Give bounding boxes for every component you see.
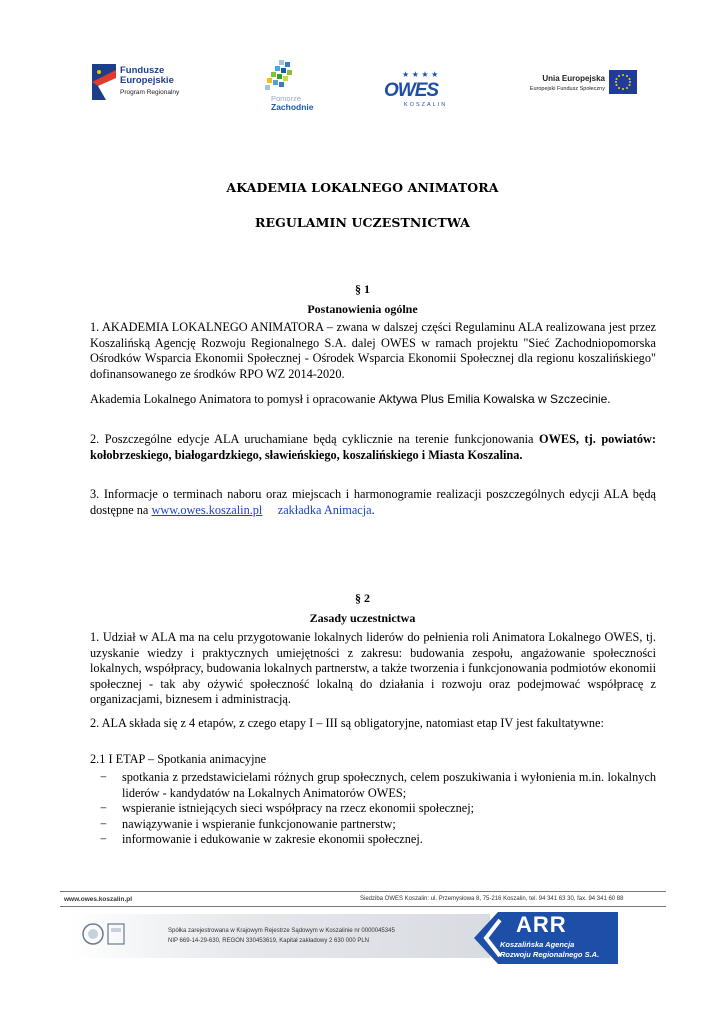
footer-info-line1: Spółka zarejestrowana w Krajowym Rejestrze Sądowym w Koszalinie nr 0000045345 [168, 928, 395, 934]
arr-line1: Koszalińska Agencja [500, 940, 575, 949]
ue-line2: Europejski Fundusz Społeczny [529, 86, 605, 92]
list-item: − informowanie i edukowanie w zakresie ekonomii społecznej. [90, 832, 656, 848]
arr-logo [470, 910, 620, 966]
section1-p3-bold: OWES, tj. powiatów: kołobrzeskiego, białogardzkiego, sławieńskiego, koszalińskiego i Miasta Koszalina. [90, 432, 656, 462]
pomorze-zachodnie-logo [257, 58, 327, 112]
section2-paragraph-2: 2. ALA składa się z 4 etapów, z czego etapy I – III są obligatoryjne, natomiast etap IV jest fakultatywne: [90, 716, 604, 730]
list-item: − spotkania z przedstawicielami różnych grup społecznych, celem poszukiwania i wyłonienia m.in. lokalnych liderów - kandydatów na Lokalnych Animatorów OWES; [90, 770, 656, 801]
owes-wordmark: OWES [384, 80, 439, 101]
section2-bullet-list [90, 770, 656, 848]
pomorze-mosaic-icon [257, 58, 307, 94]
eu-flag-icon [609, 70, 637, 94]
footer-info-box [70, 914, 490, 958]
owes-website-link[interactable]: www.owes.koszalin.pl [151, 502, 263, 517]
fundusze-line3: Program Regionalny [120, 89, 180, 96]
list-item: − nawiązywanie i wspieranie funkcjonowanie partnerstw; [90, 817, 656, 833]
section1-paragraph-1: 1. AKADEMIA LOKALNEGO ANIMATORA – zwana w dalszej części Regulaminu ALA realizowana jest przez Koszalińską Agencję Rozwoju Regionalnego S.A. dalej OWES w ramach projektu "Sieć Zachodniopomorska Ośrodków Wsparcia Ekonomii Społecznej - Ośrodek Wsparcia Ekonomii Społecznej dla regionu koszalińskiego" dofinansowanego ze środków RPO WZ 2014-2020. [90, 320, 656, 381]
section1-title: Postanowienia ogólne [307, 302, 418, 316]
footer-divider-2 [60, 906, 666, 907]
section1-paragraph-3 [90, 432, 656, 463]
fundusze-europejskie-logo [92, 64, 202, 108]
section2-paragraph-1: 1. Udział w ALA ma na celu przygotowanie lokalnych liderów do pełnienia roli Animatora Lokalnego OWES, tj. uzyskanie wiedzy i praktycznych umiejętności z zakresu: budowania zespołu, angażowanie społeczności lokalnych, współpracy, budowania lokalnych partnerstw, a także tworzenia i funkcjonowania podmiotów ekonomii społecznej - tak aby ożywić społeczność lokalną do działania i rozwoju oraz podejmować współpracę z organizacjami, biznesem i administracją. [90, 630, 656, 707]
header-logos [92, 58, 647, 114]
footer-divider [60, 891, 666, 892]
document-title: AKADEMIA LOKALNEGO ANIMATORA [226, 180, 499, 195]
footer-url: www.owes.koszalin.pl [64, 896, 133, 903]
section1-p2-org: Aktywa Plus Emilia Kowalska w Szczecinie [378, 392, 608, 406]
pomorze-line1: Pomorze [271, 94, 302, 103]
section1-number: § 1 [355, 282, 370, 296]
list-item: − wspieranie istniejących sieci współpracy na rzecz ekonomii społecznej; [90, 801, 656, 817]
section1-p2-lead: Akademia Lokalnego Animatora to pomysł i opracowanie [90, 392, 379, 406]
section1-p4-lead: 3. Informacje o terminach naboru oraz miejscach i harmonogramie realizacji poszczególnych edycji ALA będą dostępne na [90, 487, 656, 517]
footer-info-line2: NIP 669-14-29-630, REGON 330453619, Kapitał zakładowy 2 630 000 PLN [168, 938, 370, 944]
svg-text:★ ★ ★ ★: ★ ★ ★ ★ [402, 70, 439, 79]
section1-p4-tail: zakładka Animacja [262, 502, 372, 517]
section2-title: Zasady uczestnictwa [309, 611, 416, 625]
section1-paragraph-2 [90, 392, 656, 408]
fundusze-line1: Fundusze [120, 65, 165, 76]
certificate-seals-icon [82, 918, 128, 950]
footer-address: Siedziba OWES Koszalin: ul. Przemysłowa 8, 75-216 Koszalin, tel. 94 341 63 30, fax. 94 341 60 88 [360, 896, 624, 902]
section2-number: § 2 [355, 591, 370, 605]
owes-stars-icon [398, 66, 458, 80]
unia-europejska-logo [512, 70, 647, 102]
section2-paragraph-3: 2.1 I ETAP – Spotkania animacyjne [90, 752, 267, 766]
owes-subtitle: KOSZALIN [404, 102, 448, 108]
ue-line1: Unia Europejska [542, 74, 605, 83]
fundusze-flag-icon [92, 64, 116, 100]
section1-p3-lead: 2. Poszczególne edycje ALA uruchamiane będą cyklicznie na terenie funkcjonowania [90, 432, 540, 446]
owes-logo [384, 66, 464, 106]
section1-p2-end: . [607, 392, 611, 406]
arr-line2: Rozwoju Regionalnego S.A. [500, 950, 600, 959]
section1-paragraph-4 [90, 487, 656, 518]
arr-wordmark: ARR [516, 912, 567, 937]
pomorze-line2: Zachodnie [271, 102, 314, 112]
section1-p4-end: . [371, 502, 375, 517]
document-subtitle: REGULAMIN UCZESTNICTWA [255, 215, 470, 230]
fundusze-line2: Europejskie [120, 75, 174, 86]
